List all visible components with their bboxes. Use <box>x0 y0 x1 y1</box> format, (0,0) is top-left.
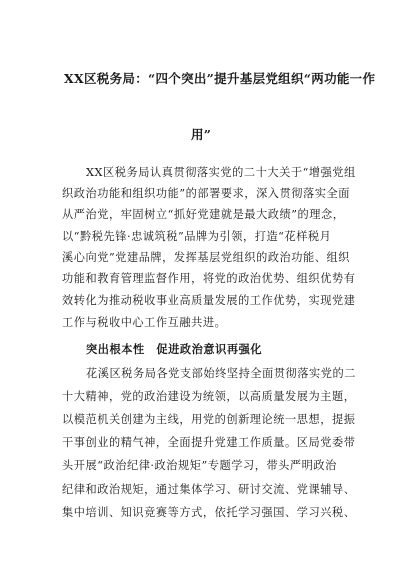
paragraph-2-line-7: 集中培训、知识竞赛等方式，依托学习强国、学习兴税、 <box>62 506 356 519</box>
paragraph-1-line-5: 溪心向党”党建品牌，发挥基层党组织的政治功能、组织 <box>62 251 350 264</box>
document-title-line-1: XX区税务局：“四个突出”提升基层党组织“两功能一作 <box>64 71 376 86</box>
paragraph-1-line-3: 从严治党，牢固树立“抓好党建就是最大政绩”的理念， <box>62 208 345 221</box>
paragraph-1-line-8: 工作与税收中心工作互融共进。 <box>62 316 227 329</box>
paragraph-2-line-3: 以模范机关创建为主线，用党的创新理论统一思想，提振 <box>62 413 356 426</box>
paragraph-1-line-2: 织政治功能和组织功能”的部署要求，深入贯彻落实全面 <box>62 187 350 200</box>
paragraph-1-line-7: 效转化为推动税收事业高质量发展的工作优势，实现党建 <box>62 294 356 307</box>
paragraph-1-line-4: 以“黔税先锋·忠诚筑税”品牌为引领，打造“花样税月 <box>62 230 332 243</box>
paragraph-2-line-2: 十大精神，党的政治建设为统领，以高质量发展为主题， <box>62 390 356 403</box>
document-title-line-2: 用” <box>191 127 212 142</box>
section-heading: 突出根本性 促进政治意识再强化 <box>86 342 263 356</box>
paragraph-2-line-1: 花溪区税务局各党支部始终坚持全面贯彻落实党的二 <box>86 367 356 380</box>
paragraph-2-line-6: 纪律和政治规矩，通过集体学习、研讨交流、党课辅导、 <box>62 483 356 496</box>
paragraph-2-line-5: 头开展“政治纪律·政治规矩”专题学习，带头严明政治 <box>62 459 337 472</box>
paragraph-2-line-4: 干事创业的精气神，全面提升党建工作质量。区局党委带 <box>62 436 356 449</box>
paragraph-1-line-1: XX区税务局认真贯彻落实党的二十大关于“增强党组 <box>86 166 356 179</box>
paragraph-1-line-6: 功能和教育管理监督作用，将党的政治优势、组织优势有 <box>62 272 356 285</box>
